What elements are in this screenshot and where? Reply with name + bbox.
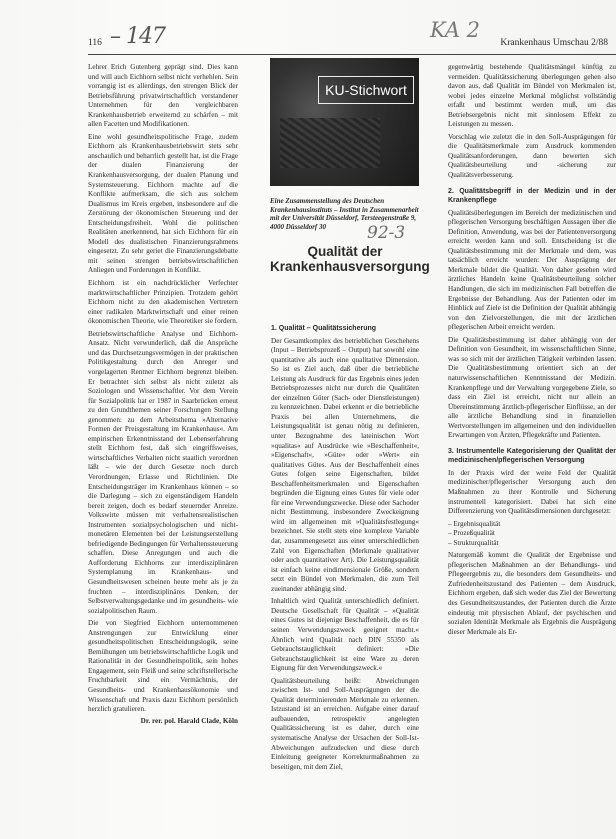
page-number: 116 xyxy=(88,38,102,48)
right-paragraph: Die Qualitätsbestimmung ist daher abhängig von der Definition von Gesundheit, im wissenschaftlichen Sinne, was so sich mit der ärztlichen Tätigkeit verbinden lassen. Die Qualitätsbestimmung orientiert sich an der naturwissenschaftlichen Kenntnisstand der Medizin. Krankenpflege und der Verwaltung vorgegebene Ziele, so dass ein Ziel ist erreicht, nicht nur allein an Übereinstimmung ärztlich-pflegerischer Einflüsse, an der alle ärztliche Behandlung sind in finanziellen Wertvorstellungen im allgemeinen und den individuellen Erwartungen von Ärzten, Pflegekräfte und Patienten. xyxy=(448,335,616,440)
page-header xyxy=(88,18,616,52)
right-paragraph: In der Praxis wird der weite Feld der Qualität medizinischer/pflegerischer Versorgung auch den Maßnahmen zu ihrer Kontrolle und Sicherung instrumentell kategorisiert. Dabei hat sich eine Differenzierung von Qualitätsdimensionen durchgesetzt: xyxy=(448,468,616,516)
section-heading: 3. Instrumentelle Kategorisierung der Qualität der medizinischen/pflegerischen Versorgung xyxy=(448,447,616,465)
running-head: Krankenhaus Umschau 2/88 xyxy=(500,38,608,48)
left-paragraph: Betriebswirtschaftliche Analyse und Eichhorn-Ansatz. Nicht verwunderlich, daß die Ansprüche und das Durchsetzungsvermögen in der praktischen Politikgestaltung durch den Anreger und vorgelagerten Rentner Eichhorn begrenzt bleiben. Er betrachtet sich selbst als nicht zuletzt als Soziologen und Wissenschaftler. Vor dem Verein für Sozialpolitik hat er 1987 in Saarbrücken erneut zu den Grundthemen seiner Forschungen Stellung genommen: zu dem Arbeitsthema »Alternative Formen der Preisgestaltung im Krankenhaus«. Am empirischen Erkenntnisstand der Lebenserfahrung stellt Eichhorn fest, daß sich eingriffsweises, wirtschaftliches Verhalten nicht staatlich verordnen läßt – wie der durch Gesetze noch durch Verordnungen, Erlasse und Richtlinien. Die Entscheidungsträger im Krankenhaus können – so die Darlegung – sich zu eigenständigem Handeln bereit zeigen, doch es bedarf steuernder Anreize. Volkswirte müssen mit verhaltensrealistischen Instrumenten sozialpsychologischen und nicht-monetären Elementen bei der Leistungserstellung befriedigende Bedingungen für Verhaltenssteuerung schaffen. Diese Anregungen und auch die Aufforderung Eichhorns zur interdisziplinären Systemplanung im Krankenhaus- und Gesundheitswesen scheinen heute mehr als je zu fruchten – interdisziplinäres Denken, der Selbstverwaltungsgedanke und im gesundheits- wie sozialpolitischen Raum. xyxy=(88,329,238,615)
right-paragraph: Qualitätsüberlegungen im Bereich der medizinischen und pflegerischen Versorgung beschäftigen Aussagen über die Definition, Anwendung, was bei der Patientenversorgung erreicht werden kann und soll. Entscheidung ist die Qualitätsbestimmung mit der Merkmale und dem, was tatsächlich erreicht wurden: Der Ausprägung der Merkmale bildet die Qualität. Von daher gesehen wird ärztliches Handeln keine Qualitätsbeurteilung solcher Handlungen, die sich im medizinischen Fall betreffen die Ergebnisse der Behandlung. Aus der Patienten oder im Hinblick auf Ziele ist die Definition der Qualität abhängig von den Zielvorstellungen, die mit der ärztlichen pflegerischen Arbeit erreicht werden. xyxy=(448,208,616,332)
left-paragraph: Eine wohl gesundheitspolitische Frage, zudem Eichhorn als Krankenhausbetriebswirt stets sehr anschaulich und beharrlich gestellt hat, ist die Frage der dualen Finanzierung der Krankenhausversorgung, der dualen Planung und Systemsteuerung. Eichhorn machte auf die Konflikte aufmerksam, die sich aus solchem Dualismus im Kreis ergeben, insbesondere auf die Zerstörung der ökonomischen Steuerung und der Entscheidungsfreiheit. Wohl die politischen Realitäten anerkennend, hat sich Eichhorn für ein Modell des dualistischen Finanzierungsrahmens eingesetzt. Zu sehr geriet die Finanzierungsdebatte mit seinen strengen betriebswirtschaftlichen Anliegen und Forderungen in Konflikt. xyxy=(88,132,238,275)
right-paragraph: Vorschlag wie zuletzt die in den Soll-Ausprägungen für die Qualitätsmerkmale zum Ausdruck kommenden Qualitätsanforderungen, dann bewerten sich Qualitätsbeurteilung und -sicherung zur Qualitätsverbesserung. xyxy=(448,132,616,180)
header-rule xyxy=(88,54,616,55)
middle-paragraph: Inhaltlich wird Qualität unterschiedlich definiert. Deutsche Gesellschaft für Qualität – »Qualität eines Gutes ist diejenige Beschaffenheit, die es für seinen Verwendungszweck geeignet macht.« Ähnlich wird Qualität nach DIN 55350 als Gebrauchstauglichkeit definiert: »Die Gebrauchstauglichkeit ist eine Ware zu deren Eignung für den Verwendungszweck.« xyxy=(271,597,419,673)
source-note: Eine Zusammenstellung des Deutschen Krankenhausinstituts – Institut in Zusammenarbeit mit der Universität Düsseldorf, Tersteegenstraße 9, 4000 Düsseldorf 30 xyxy=(270,197,419,231)
left-paragraph: Die von Siegfried Eichhorn unternommenen Anstrengungen zur Entwicklung einer gesundheitspolitischen Entscheidungslogik, seine Bemühungen um betriebswirtschaftliche Logik und Rationalität in der Gesundheitspolitik, sein hohes Engagement, sein Fleiß und seine schriftstellerische Fruchtbarkeit sind ein Vermächtnis, der Gesundheits- und Krankenhausökonomie und Wissenschaft und Praxis dazu Eichhorn persönlich herzlich gratulieren. xyxy=(88,619,238,714)
stichwort-banner-image xyxy=(270,58,419,186)
article-title-block xyxy=(270,223,430,274)
list-item: – Strukturqualität xyxy=(448,538,499,547)
article-title: Qualität der Krankenhausversorgung xyxy=(270,244,430,274)
right-paragraph: gegenwärtig bestehende Qualitätsmängel künftig zu vermeiden. Qualitätssicherung überlegungen gehen also davon aus, daß Qualität im Bündel von Merkmalen ist, wobei jedes einzelne Merkmal möglichst vollständig erfaßt und bestimmt werden muß, um das Betriebsergebnis nicht mit sinnlosem Effekt zu Leistungen zu messen. xyxy=(448,63,616,129)
left-paragraph: Lehrer Erich Gutenberg geprägt sind. Dies kann und will auch Eichhorn selbst nicht verhehlen. Sein vorrangig ist es allerdings, den strengen Blick der Betriebsführung privatwirtschaftlich verstandener Unternehmen für den vergleichbaren Krankenhausbetrieb erweiternd zu schärfen – mit allen Facetten und Modifikationen. xyxy=(88,63,238,129)
author-signature: Dr. rer. pol. Harald Clade, Köln xyxy=(140,716,238,725)
right-paragraph: Naturgemäß kommt die Qualität der Ergebnisse und pflegerischen Maßnahmen an der Behandlungs- und Pflegeergebnis zu, die besonders dem Gesundheits- und Zufriedenheitszustand des Patienten – dem Ausdruck, Eichhorn ergeben, daß sich weder das Ziel der Bewertung des Gesundheitszustandes, der Patienten durch die Ärzte eindeutig mit physischen Ablauf, der psychischen und sozialen Identität Merkmale als Ergebnis die Ausprägung dieser Merkmale als Er- xyxy=(448,551,616,636)
right-column xyxy=(448,63,616,640)
list-item: – Ergebnisqualität xyxy=(448,519,501,528)
list-item: – Prozeßqualität xyxy=(448,529,495,538)
left-column xyxy=(88,63,238,726)
section-heading: 2. Qualitätsbegriff in der Medizin und in der Krankenpflege xyxy=(448,187,616,205)
middle-paragraph: Qualitätsbeurteilung heißt: Abweichungen zwischen Ist- und Soll-Ausprägungen der die Qualität determinierenden Merkmale zu erkennen. Istzustand ist an erreichen. Aufgabe einer darauf aufbauenden, retrospektiv angelegten Qualitätssicherung ist es daher, durch eine systematische Analyse der Ursachen der Soll-Ist-Abweichungen aufzudecken und diese durch Einleitung geeigneter Korrekturmaßnahmen zu beseitigen, mit dem Ziel, xyxy=(271,676,419,771)
stichwort-label: KU-Stichwort xyxy=(318,76,414,104)
middle-paragraph: Der Gesamtkomplex des betrieblichen Geschehens (Input – Betriebsprozeß – Output) hat sowohl eine quantitative als auch eine qualitative Dimension. So ist es Ziel auch, daß über die betriebliche Leistung als Ausdruck für das Ergebnis eines jeden Betriebsprozesses nicht nur durch die Qualitäten der einzelnen Güter (Sach- oder Dienstleistungen) zu kennzeichnen. Dabei erkennt er die betriebliche Praxis bei allen Unternehmens, die Leistungsqualität ist genau nötig zu definieren, unter Bezugnahme des lateinischen Wort »qualitas« auf Ausdrücke wie »Beschaffenheit«, »Eigenschaft«, »Güte« oder »Wert« ein qualitatives Gütes. Aus der Beschaffenheit eines Gutes folgen seine Eigenschaften, bildet Beschaffenheitsmerkmalen und Eigenschaften begründen die Eignung eines Gutes für viele oder für eine Verwendungszwecke. Diese oder Sachoder nicht Bestimmung, insbesondere Zweckeignung wird im allgemeinen mit »Qualitätsfestlegung« bezeichnet. Sie stellt stets eine komplexe Variable dar, zusammengesetzt aus einer unterschiedlichen Zahl von Eigenschaften (Merkmale qualitativer oder auch quantitativer Art). Die Leistungsqualität ist einfach keine eindimensionale Größe, sondern setzt ein Bündel von Merkmalen, die zum Teil zueinander abhängig sind. xyxy=(271,336,419,593)
banner-texture xyxy=(280,118,380,168)
handwritten-corner-note: KA 2 xyxy=(430,18,481,42)
left-paragraph: Eichhorn ist ein nachdrücklicher Verfechter marktwirtschaftlicher Prinzipien. Trotzdem gehört Eichhorn nicht zu den akademischen Vertretern einer radikalen Marktwirtschaft und einer reinen ökonomischen Theorie, wie Theoretiker sie fordern. xyxy=(88,279,238,326)
middle-column xyxy=(271,318,419,775)
handwritten-mark: 92-3 xyxy=(367,223,406,243)
handwritten-page-number: – 147 xyxy=(110,24,165,49)
section-heading: 1. Qualität – Qualitätssicherung xyxy=(271,325,377,332)
